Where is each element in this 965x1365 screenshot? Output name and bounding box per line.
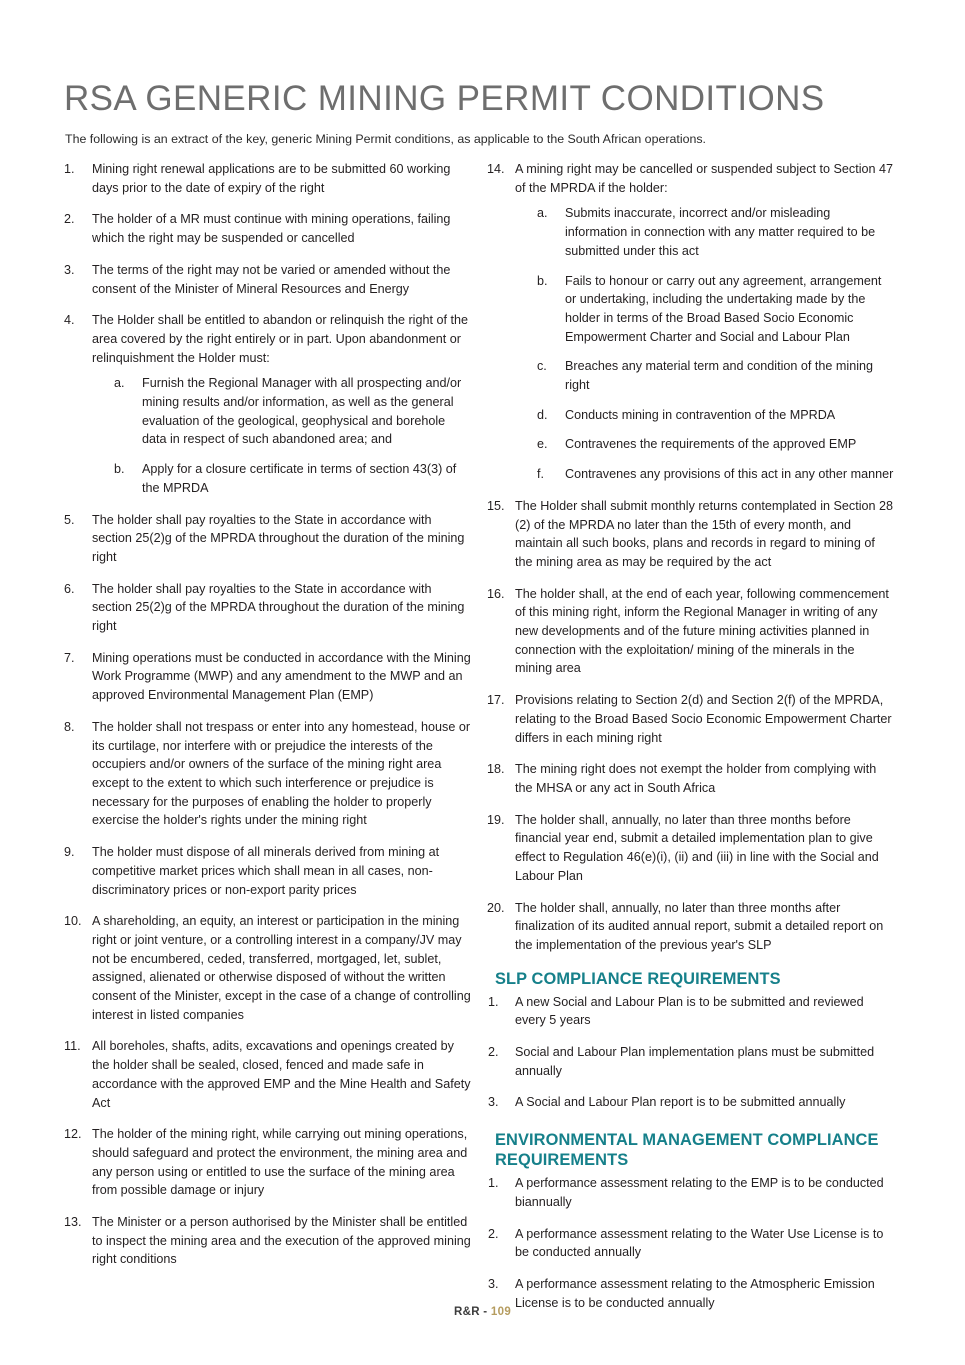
list-item (487, 993, 895, 1030)
list-item (487, 1043, 895, 1080)
list-marker: 11. (64, 1039, 81, 1054)
sublist-wrapper (537, 204, 895, 483)
sublist-marker: e. (537, 437, 548, 452)
list-marker: 3. (64, 262, 75, 277)
list-item-text: The holder shall, annually, no later than three months before financial year end, submit a detailed implementation plan to give effect to Regulation 46(e)(i), (ii) and (iii) in line with the Social and Labour Plan (515, 812, 879, 883)
list-item (64, 261, 472, 298)
list-item-text: Provisions relating to Section 2(d) and Section 2(f) of the MPRDA, relating to the Broad Based Socio Economic Empowerment Charter differs in each mining right (515, 693, 892, 745)
list-item-text: Mining right renewal applications are to be submitted 60 working days prior to the date of expiry of the right (92, 162, 451, 195)
list-marker: 13. (64, 1215, 82, 1230)
list-item-text: A shareholding, an equity, an interest or participation in the mining right or joint venture, or a controlling interest in a company/JV may not be encumbered, ceded, transferred, mortgaged, let, sublet, assigned, alienated or otherwise disposed of without the written consent of the Minister, except in the case of a change of controlling interest in listed companies (92, 914, 471, 1022)
list-marker: 17. (487, 693, 505, 708)
list-item (487, 811, 895, 886)
list-item (64, 718, 472, 830)
list-item (487, 160, 895, 484)
conditions-list-right (487, 160, 895, 955)
list-item-text: The holder shall, annually, no later than three months after finalization of its audited annual report, submit a detailed report on the implementation of the previous year's SLP (515, 900, 884, 952)
sublist-item (537, 272, 895, 347)
footer-prefix: R&R - (453, 1306, 491, 1318)
sublist-marker: c. (537, 359, 547, 374)
list-item-text: The Minister or a person authorised by the Minister shall be entitled to inspect the mining area and the execution of the approved mining right conditions (92, 1215, 471, 1267)
sublist-marker: a. (537, 206, 548, 221)
list-marker: 19. (487, 812, 505, 827)
list-item-text: A mining right may be cancelled or suspended subject to Section 47 of the MPRDA if the holder: (515, 162, 894, 195)
list-item (64, 649, 472, 705)
list-item-text: All boreholes, shafts, adits, excavations and openings created by the holder shall be sealed, closed, fenced and made safe in accordance with the approved EMP and the Mine Health and Safety Act (92, 1039, 471, 1110)
list-item-text: A new Social and Labour Plan is to be submitted and reviewed every 5 years (515, 994, 864, 1028)
list-item-text: A performance assessment relating to the Atmospheric Emission License is to be conducted annually (515, 1276, 875, 1310)
sublist-marker: b. (114, 462, 125, 477)
sublist-item-text: Fails to honour or carry out any agreement, arrangement or undertaking, including the undertaking made by the holder in terms of the Broad Based Socio Economic Empowerment Charter and Social and Labour Plan (565, 273, 882, 344)
list-item (487, 585, 895, 679)
list-item-text: The holder shall pay royalties to the State in accordance with section 25(2)g of the MPRDA throughout the duration of the mining right (92, 581, 465, 634)
list-item (64, 210, 472, 247)
list-marker: 1. (488, 994, 499, 1009)
list-item-text: The holder of the mining right, while carrying out mining operations, should safeguard and protect the environment, the mining area and any person using or entitled to use the surface of the mining area from possible damage or injury (92, 1127, 468, 1198)
list-marker: 8. (64, 719, 75, 734)
sublist-marker: a. (114, 376, 125, 391)
list-marker: 3. (488, 1276, 499, 1291)
list-item-text: Social and Labour Plan implementation plans must be submitted annually (515, 1045, 875, 1078)
list-item (64, 160, 472, 197)
list-item (487, 691, 895, 747)
conditions-list-left (64, 160, 472, 1269)
list-item (487, 1174, 895, 1211)
sublist (537, 204, 895, 483)
sublist-item (537, 204, 895, 260)
list-item-text: The Holder shall submit monthly returns contemplated in Section 28 (2) of the MPRDA no later than the 15th of every month, and maintain all such books, plans and records in regard to mining of the mining area as may be required by the act (515, 498, 894, 569)
list-item (64, 843, 472, 899)
list-marker: 6. (64, 581, 75, 596)
sublist-item (114, 374, 472, 449)
sublist-item (537, 406, 895, 425)
list-item (64, 511, 472, 567)
list-marker: 12. (64, 1127, 82, 1142)
sublist-marker: b. (537, 273, 548, 288)
list-item (487, 760, 895, 797)
sublist-wrapper (114, 374, 472, 497)
list-item (64, 311, 472, 497)
list-item-text: A performance assessment relating to the Water Use License is to be conducted annually (515, 1226, 884, 1260)
list-marker: 1. (64, 162, 75, 176)
list-item-text: A Social and Labour Plan report is to be submitted annually (515, 1095, 846, 1110)
list-marker: 10. (64, 914, 82, 929)
list-marker: 9. (64, 845, 75, 860)
list-item-text: The holder shall pay royalties to the State in accordance with section 25(2)g of the MPRDA throughout the duration of the mining right (92, 512, 465, 564)
list-item-text: The holder shall, at the end of each year, following commencement of this mining right, inform the Regional Manager in writing of any new developments and of the future mining activities planned in connection with the exploitation/ mining of the minerals in the mining area (515, 586, 889, 676)
list-marker: 2. (64, 212, 75, 227)
list-item-text: The holder must dispose of all minerals derived from mining at competitive market prices which shall mean in all cases, non-discriminatory prices or non-export parity prices (92, 845, 440, 897)
list-marker: 3. (488, 1095, 499, 1110)
sublist-marker: f. (537, 467, 544, 482)
list-marker: 16. (487, 586, 505, 601)
list-marker: 2. (488, 1045, 499, 1060)
page-title: RSA GENERIC MINING PERMIT CONDITIONS (64, 79, 825, 118)
list-item-text: The holder shall not trespass or enter into any homestead, house or its curtilage, nor interfere with or prejudice the interests of the occupiers and/or owners of the surface of the mining right area except to the extent to which such interference or prejudice is necessary for the purposes of enabling the holder to properly exercise the holder's rights under the mining right (92, 719, 471, 828)
list-item (64, 912, 472, 1024)
footer-page-number: 109 (490, 1306, 512, 1318)
list-marker: 14. (487, 162, 505, 176)
list-item-text: A performance assessment relating to the EMP is to be conducted biannually (515, 1176, 884, 1209)
list-item-text: The holder of a MR must continue with mining operations, failing which the right may be suspended or cancelled (92, 212, 451, 246)
list-item (487, 899, 895, 955)
list-item (64, 1213, 472, 1269)
sublist-marker: d. (537, 407, 548, 422)
sublist (114, 374, 472, 497)
section-heading-slp-compliance: SLP COMPLIANCE REQUIREMENTS (495, 969, 781, 988)
list-marker: 4. (64, 313, 75, 328)
list-item (64, 1125, 472, 1200)
list-item-text: The terms of the right may not be varied or amended without the consent of the Minister of Mineral Resources and Energy (92, 262, 451, 296)
list-marker: 2. (488, 1226, 499, 1241)
list-item (487, 1225, 895, 1262)
list-item-text: The Holder shall be entitled to abandon or relinquish the right of the area covered by the right entirely or in part. Upon abandonment or relinquishment the Holder must: (92, 313, 468, 365)
right-column (487, 160, 895, 1325)
list-item (487, 1093, 895, 1112)
slp-compliance-list (487, 993, 895, 1113)
sublist-item-text: Contravenes any provisions of this act in any other manner (565, 467, 894, 482)
sublist-item (537, 435, 895, 454)
list-marker: 1. (488, 1176, 499, 1191)
list-item-text: Mining operations must be conducted in accordance with the Mining Work Programme (MWP) and any amendment to the MWP and an approved Environmental Management Plan (EMP) (92, 650, 471, 703)
list-item-text: The mining right does not exempt the holder from complying with the MHSA or any act in South Africa (515, 762, 877, 795)
list-item (64, 1037, 472, 1112)
left-column (64, 160, 472, 1282)
list-marker: 15. (487, 498, 505, 513)
intro-paragraph: The following is an extract of the key, generic Mining Permit conditions, as applicable to the South African operations. (65, 132, 706, 146)
sublist-item (537, 357, 895, 394)
sublist-item-text: Submits inaccurate, incorrect and/or misleading information in connection with any matter required to be submitted under this act (565, 206, 876, 258)
list-item (64, 580, 472, 636)
sublist-item-text: Conducts mining in contravention of the MPRDA (565, 407, 836, 422)
environmental-compliance-list (487, 1174, 895, 1312)
list-marker: 20. (487, 900, 505, 915)
sublist-item (537, 465, 895, 484)
section-heading-environmental-compliance: ENVIRONMENTAL MANAGEMENT COMPLIANCE REQUIREMENTS (495, 1131, 879, 1170)
sublist-item-text: Contravenes the requirements of the approved EMP (565, 437, 857, 452)
list-marker: 7. (64, 650, 75, 665)
sublist-item-text: Breaches any material term and condition of the mining right (565, 359, 874, 393)
list-item (487, 497, 895, 572)
sublist-item-text: Furnish the Regional Manager with all prospecting and/or mining results and/or information, as well as the general evaluation of the geological, geophysical and borehole data in respect of such abandoned area; and (142, 376, 462, 447)
sublist-item-text: Apply for a closure certificate in terms of section 43(3) of the MPRDA (142, 462, 457, 495)
list-marker: 18. (487, 762, 505, 777)
list-marker: 5. (64, 512, 75, 527)
page-footer (0, 1306, 965, 1318)
sublist-item (114, 460, 472, 497)
